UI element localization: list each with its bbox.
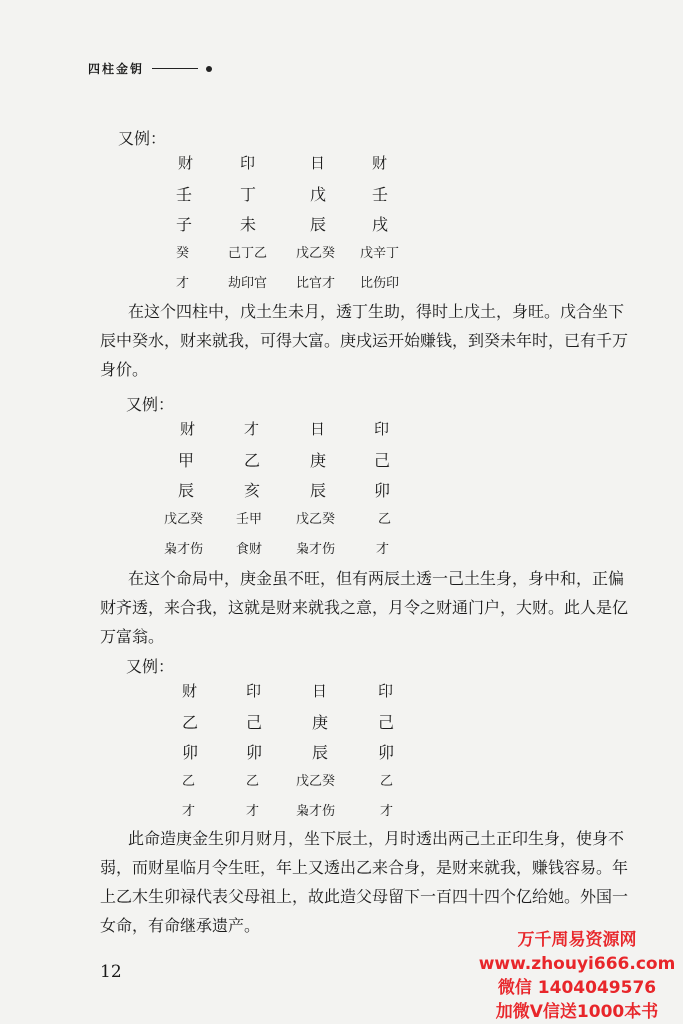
chart-cell: 癸 [176,246,190,261]
chart-cell: 枭才伤 [164,542,204,557]
chart-cell: 才 [246,804,260,819]
watermark-line: 万千周易资源网 [517,930,637,950]
chart-cell: 壬甲 [236,512,263,527]
chart-cell: 乙 [380,774,394,789]
chart-cell: 财 [182,682,198,700]
header-rule [152,68,198,69]
chart-cell: 辰 [310,215,327,234]
chart-cell: 戊乙癸 [296,246,336,261]
chart-cell: 丁 [240,185,257,204]
watermark [472,928,682,1024]
chart-cell: 乙 [244,451,261,470]
chart-cell: 枭才伤 [296,804,336,819]
chart-cell: 乙 [378,512,392,527]
chart-cell: 财 [372,154,388,172]
chart-cell: 己丁乙 [228,246,268,261]
example-2-label: 又例： [126,395,175,414]
chart-cell: 才 [176,276,190,291]
example-3-explanation: 此命造庚金生卯月财月，坐下辰土，月时透出两己土正印生身，使身不弱，而财星临月令生旺，年上又透出乙来合身，是财来就我，赚钱容易。年上乙木生卯禄代表父母祖上，故此造父母留下一百四十四个亿给她。外国一女命，有命继承遗产。 [100,829,629,935]
chart-cell: 印 [246,682,262,700]
example-1-explanation: 在这个四柱中，戊土生未月，透丁生助，得时上戊土，身旺。戊合坐下辰中癸水，财来就我，可得大富。庚戌运开始赚钱，到癸未年时，已有千万身价。 [100,302,629,379]
chart-cell: 甲 [178,451,195,470]
header-dot [206,66,212,72]
chart-cell: 庚 [310,451,327,470]
chart-cell: 枭才伤 [296,542,336,557]
chart-cell: 庚 [312,713,329,732]
chart-cell: 辰 [178,481,195,500]
chart-cell: 卯 [246,743,263,762]
page-number: 12 [100,962,122,982]
chart-cell: 辰 [310,481,327,500]
chart-cell: 辰 [312,743,329,762]
chart-cell: 日 [310,154,326,172]
chart-cell: 财 [180,420,196,438]
watermark-line: 微信 1404049576 [497,978,657,998]
chart-cell: 卯 [374,481,391,500]
chart-cell: 乙 [182,713,199,732]
watermark-line: www.zhouyi666.com [478,954,676,974]
chart-cell: 比官才 [296,276,336,291]
chart-cell: 己 [374,451,391,470]
chart-cell: 劫印官 [228,276,268,291]
chart-cell: 卯 [378,743,395,762]
chart-cell: 己 [246,713,263,732]
chart-cell: 壬 [176,185,193,204]
chart-cell: 才 [380,804,394,819]
running-header [88,60,212,77]
chart-cell: 戊 [310,185,327,204]
chart-cell: 戊乙癸 [296,512,336,527]
chart-cell: 卯 [182,743,199,762]
chart-cell: 印 [374,420,390,438]
chart-cell: 己 [378,713,395,732]
chart-cell: 戌 [372,215,389,234]
example-3-label: 又例： [126,657,175,676]
watermark-line: 加微V信送1000本书 [495,1002,659,1022]
chart-cell: 乙 [182,774,196,789]
chart-cell: 财 [178,154,194,172]
chart-cell: 戊乙癸 [164,512,204,527]
example-1-label: 又例： [118,129,167,148]
header-title: 四柱金钥 [88,62,145,76]
chart-cell: 比伤印 [360,276,400,291]
chart-cell: 壬 [372,185,389,204]
chart-cell: 才 [182,804,196,819]
chart-cell: 子 [176,215,193,234]
chart-cell: 日 [310,420,326,438]
example-2-explanation: 在这个命局中，庚金虽不旺，但有两辰土透一己土生身，身中和，正偏财齐透，来合我，这就是财来就我之意，月令之财通门户，大财。此人是亿万富翁。 [100,569,629,646]
chart-cell: 才 [376,542,390,557]
chart-cell: 未 [240,215,257,234]
chart-cell: 乙 [246,774,260,789]
chart-cell: 亥 [244,481,261,500]
chart-cell: 才 [244,420,260,438]
chart-cell: 戊辛丁 [360,246,400,261]
chart-cell: 日 [312,682,328,700]
chart-cell: 食财 [236,542,263,557]
chart-cell: 印 [240,154,256,172]
chart-cell: 印 [378,682,394,700]
chart-cell: 戊乙癸 [296,774,336,789]
